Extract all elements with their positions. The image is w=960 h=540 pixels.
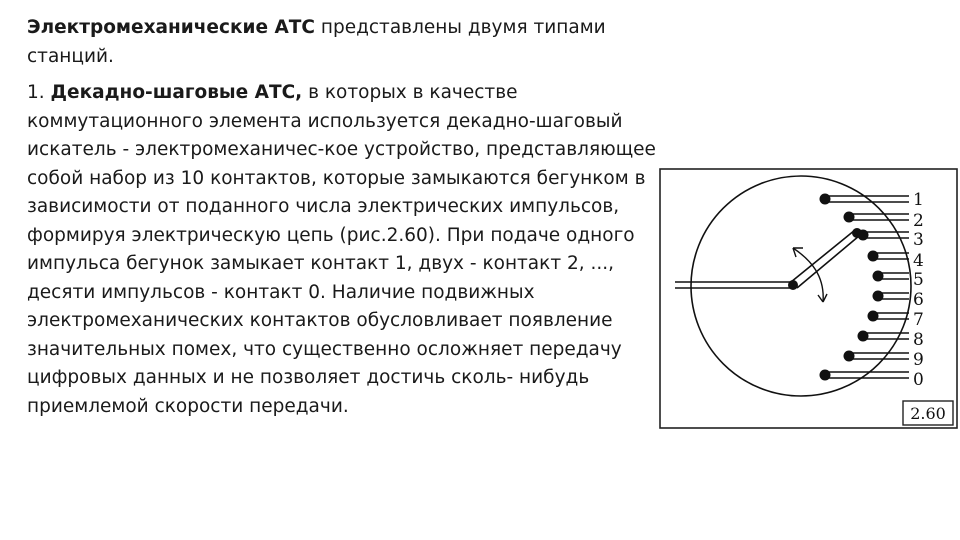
contact-dot-9 [844,351,855,362]
contact-labels-group [913,190,924,390]
contact-label-5: 5 [913,270,924,290]
contact-label-1: 1 [913,190,924,210]
contact-label-9: 9 [913,350,924,370]
contact-label-0: 0 [913,370,924,390]
wiper-pivot [788,280,798,290]
main-text [27,14,667,421]
intro-paragraph [27,14,667,71]
contact-label-8: 8 [913,330,924,350]
contact-dot-7 [868,311,879,322]
contact-label-3: 3 [913,230,924,250]
contact-dot-6 [873,291,884,302]
step-atc-paragraph [27,79,667,421]
contact-label-7: 7 [913,310,924,330]
contact-dot-4 [868,251,879,262]
intro-bold: Электромеханические АТС [27,17,315,38]
contact-dot-0 [820,370,831,381]
contact-dot-5 [873,271,884,282]
contact-dot-2 [844,212,855,223]
step-atc-text: в которых в качестве коммутационного элемента используется декадно-шаговый искатель - электромеханичес-кое устройство, представляющее собой набор из 10 контактов, которые замыкаются бегунком в зависимости от поданного числа электрических импульсов, формируя электрическую цепь (рис.2.60). При подаче одного импульса бегунок замыкает контакт 1, двух - контакт 2, ..., десяти импульсов - контакт 0. Наличие подвижных электромеханических контактов обусловливает появление значительных помех, что существенно осложняет передачу цифровых данных и не позволяет достичь сколь- нибудь приемлемой скорости передачи. [27,82,656,417]
contact-label-4: 4 [913,251,924,271]
step-selector-figure [659,168,958,429]
figure-caption: 2.60 [910,404,946,423]
step-atc-bold: Декадно-шаговые АТС, [50,82,303,103]
list-number: 1. [27,82,51,103]
contact-label-6: 6 [913,290,924,310]
intro-text: представлены двумя типами станций. [27,17,606,67]
step-selector-diagram [659,168,958,429]
contact-dot-3 [858,230,869,241]
contact-dot-1 [820,194,831,205]
contact-dot-8 [858,331,869,342]
contact-label-2: 2 [913,211,924,231]
